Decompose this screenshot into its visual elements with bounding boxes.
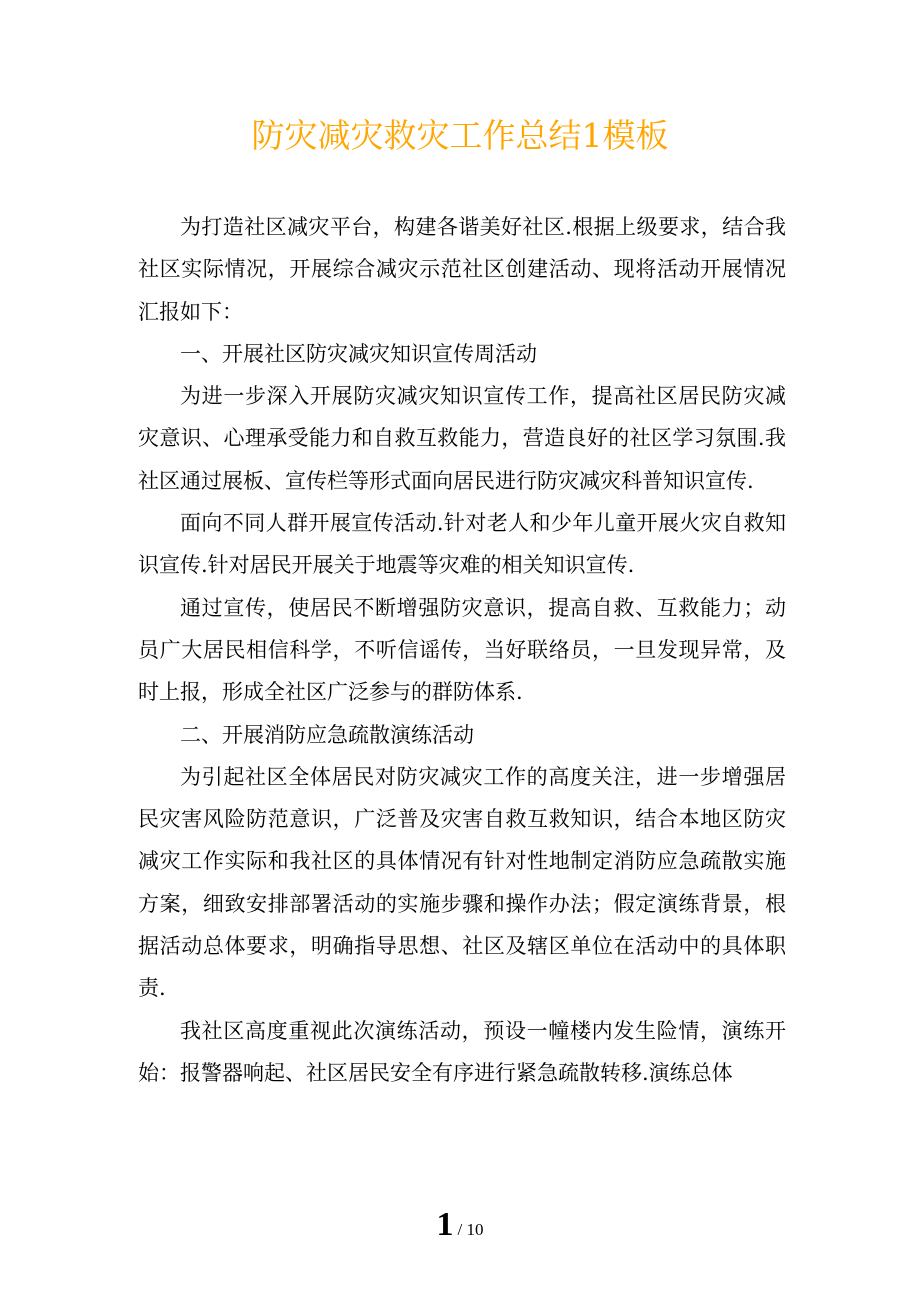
section-heading-2: 二、开展消防应急疏散演练活动 bbox=[180, 722, 474, 747]
paragraph: 为引起社区全体居民对防灾减灾工作的高度关注，进一步增强居民灾害风险防范意识，广泛普及灾害自救互救知识，结合本地区防灾减灾工作实际和我社区的具体情况有针对性地制定消防应急疏散实施方案，细致安排部署活动的实施步骤和操作办法；假定演练背景，根据活动总体要求，明确指导思想、社区及辖区单位在活动中的具体职责. bbox=[138, 764, 786, 1001]
paragraph: 面向不同人群开展宣传活动.针对老人和少年儿童开展火灾自救知识宣传.针对居民开展关于地震等灾难的相关知识宣传. bbox=[138, 511, 786, 578]
paragraph-intro: 为打造社区减灾平台，构建各谐美好社区.根据上级要求，结合我社区实际情况，开展综合减灾示范社区创建活动、现将活动开展情况汇报如下： bbox=[138, 215, 786, 324]
paragraph: 我社区高度重视此次演练活动，预设一幢楼内发生险情，演练开始：报警器响起、社区居民安全有序进行紧急疏散转移.演练总体 bbox=[138, 1018, 786, 1085]
document-title: 防灾减灾救灾工作总结1模板 bbox=[251, 116, 669, 155]
section-heading-1: 一、开展社区防灾减灾知识宣传周活动 bbox=[180, 341, 537, 366]
document-body bbox=[138, 206, 786, 1094]
paragraph: 通过宣传，使居民不断增强防灾意识，提高自救、互救能力；动员广大居民相信科学，不听信谣传，当好联络员，一旦发现异常，及时上报，形成全社区广泛参与的群防体系. bbox=[138, 595, 786, 705]
page-footer bbox=[0, 1206, 920, 1244]
paragraph: 为进一步深入开展防灾减灾知识宣传工作，提高社区居民防灾减灾意识、心理承受能力和自救互救能力，营造良好的社区学习氛围.我社区通过展板、宣传栏等形式面向居民进行防灾减灾科普知识宣传. bbox=[138, 384, 786, 493]
current-page-number: 1 bbox=[436, 1206, 454, 1243]
total-pages: / 10 bbox=[457, 1220, 484, 1239]
